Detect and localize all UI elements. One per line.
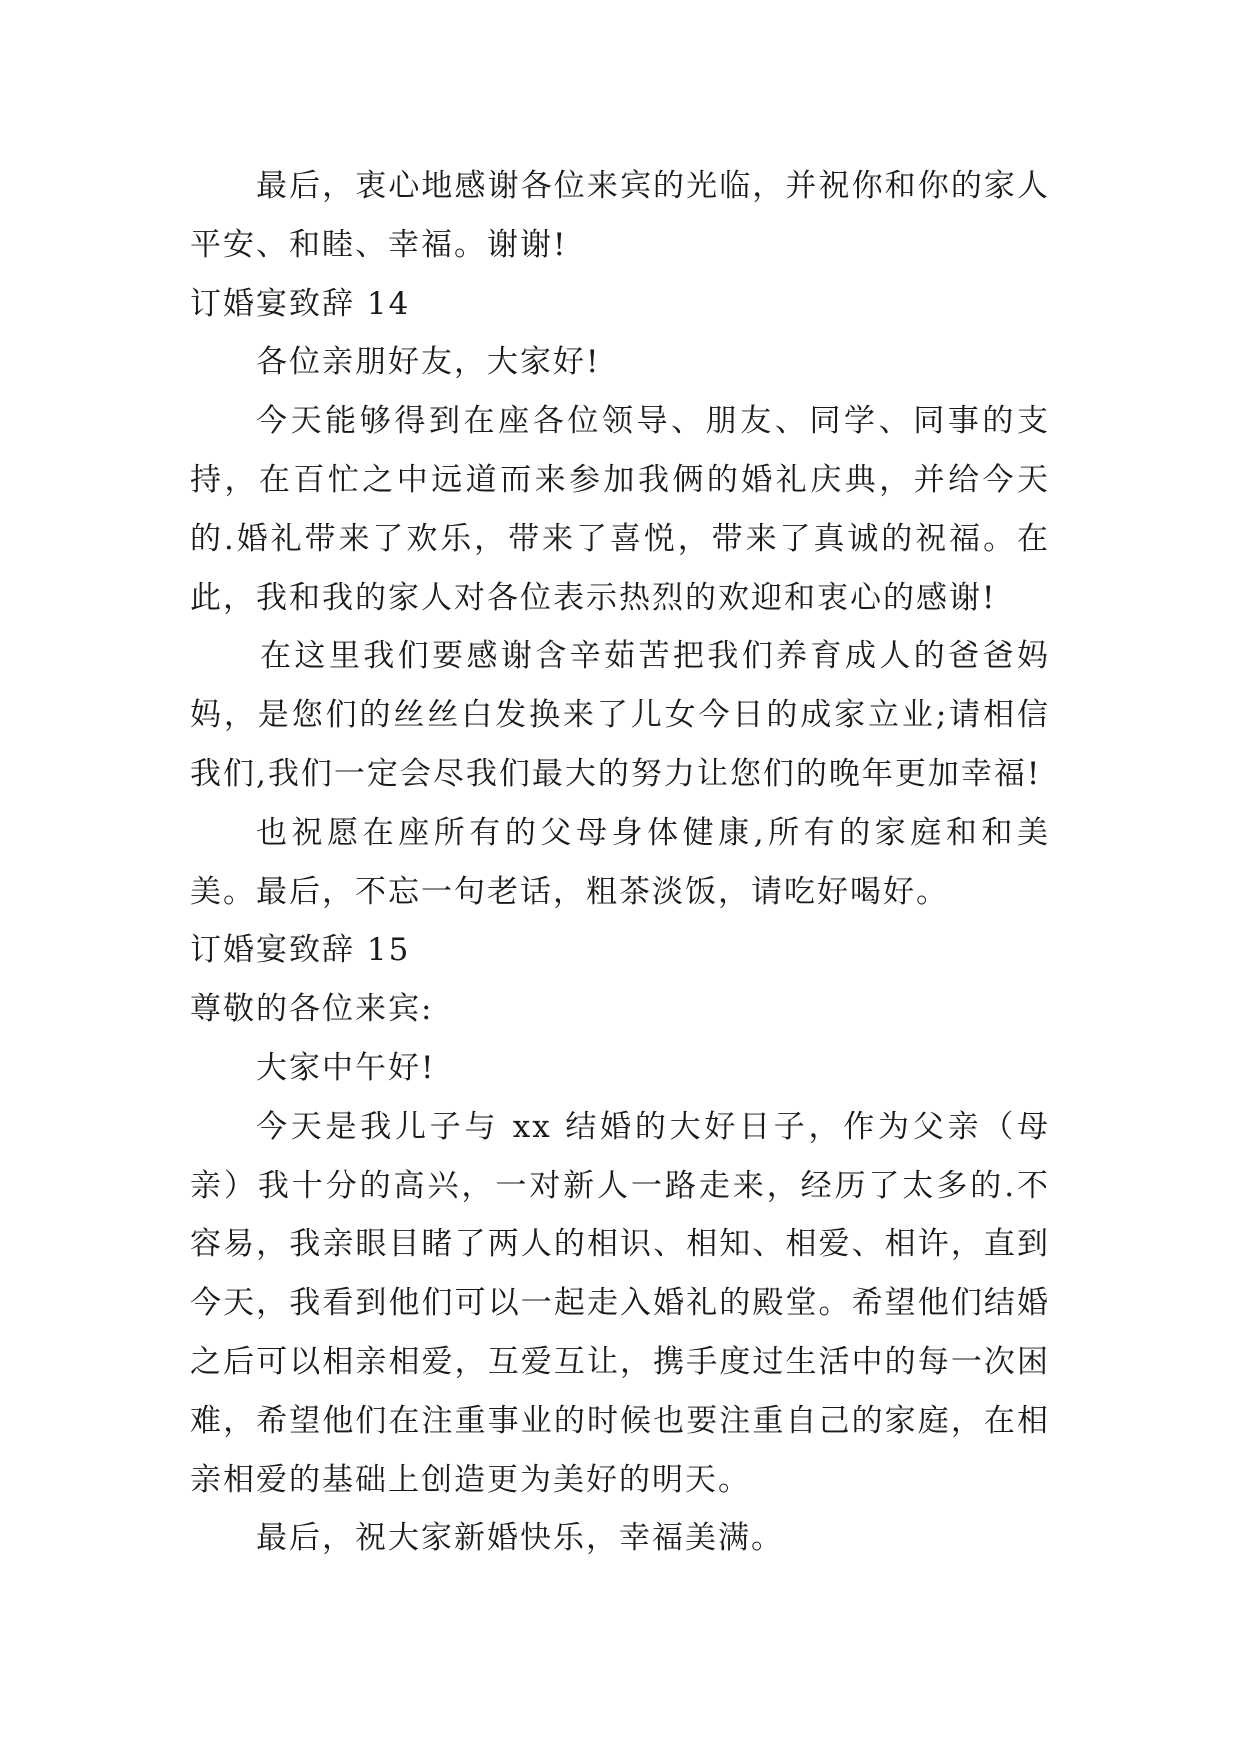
paragraph-greeting: 各位亲朋好友，大家好! — [256, 344, 601, 381]
document-body — [190, 157, 1050, 1568]
paragraph-thanks-parents: 在这里我们要感谢含辛茹苦把我们养育成人的爸爸妈妈，是您们的丝丝白发换来了儿女今日的成家立业;请相信我们,我们一定会尽我们最大的努力让您们的晚年更加幸福! — [190, 638, 1050, 792]
section-heading-15: 订婚宴致辞 15 — [190, 932, 411, 969]
paragraph-salutation: 尊敬的各位来宾: — [190, 991, 434, 1028]
paragraph-noon-greeting: 大家中午好! — [256, 1049, 436, 1086]
paragraph-father-speech: 今天是我儿子与 xx 结婚的大好日子，作为父亲（母亲）我十分的高兴，一对新人一路走来，经历了太多的.不容易，我亲眼目睹了两人的相识、相知、相爱、相许，直到今天，我看到他们可以一起走入婚礼的殿堂。希望他们结婚之后可以相亲相爱，互爱互让，携手度过生活中的每一次困难，希望他们在注重事业的时候也要注重自己的家庭，在相亲相爱的基础上创造更为美好的明天。 — [190, 1108, 1050, 1498]
paragraph-final-blessing: 最后，祝大家新婚快乐，幸福美满。 — [256, 1520, 784, 1557]
paragraph-wishes: 也祝愿在座所有的父母身体健康,所有的家庭和和美美。最后，不忘一句老话，粗茶淡饭，请吃好喝好。 — [190, 814, 1050, 910]
paragraph-closing-thanks: 最后，衷心地感谢各位来宾的光临，并祝你和你的家人平安、和睦、幸福。谢谢! — [190, 168, 1050, 263]
section-heading-14: 订婚宴致辞 14 — [190, 285, 411, 322]
paragraph-thanks-guests: 今天能够得到在座各位领导、朋友、同学、同事的支持，在百忙之中远道而来参加我俩的婚礼庆典，并给今天的.婚礼带来了欢乐，带来了喜悦，带来了真诚的祝福。在此，我和我的家人对各位表示热烈的欢迎和衷心的感谢! — [190, 403, 1050, 616]
